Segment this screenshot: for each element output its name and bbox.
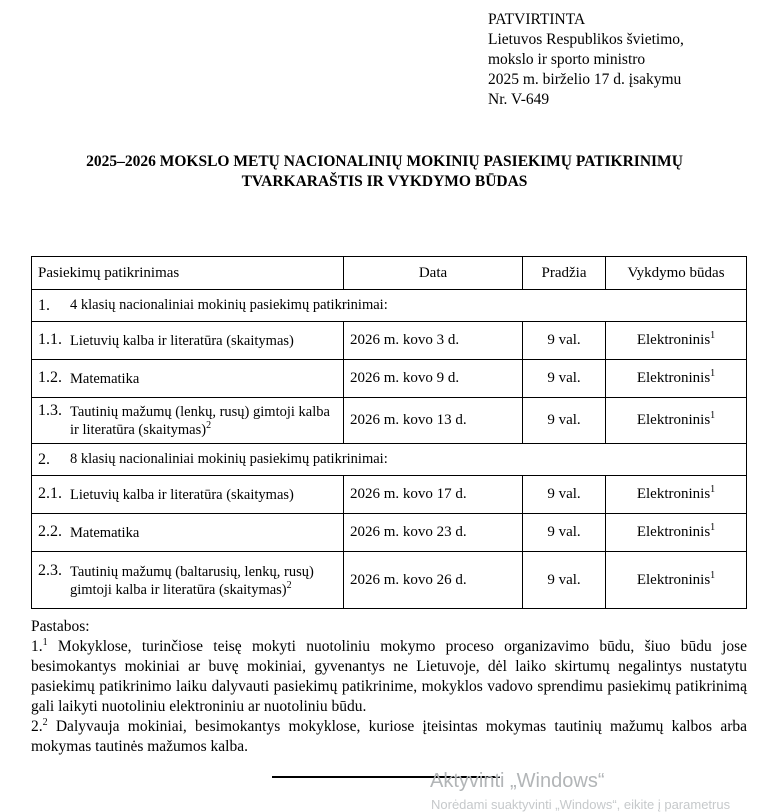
footnote-ref: 1 bbox=[710, 522, 716, 533]
schedule-table-container bbox=[31, 256, 747, 609]
table-row bbox=[32, 322, 747, 360]
row-subject: Tautinių mažumų (baltarusių, lenkų, rusų) gimtoji kalba ir literatūra (skaitymas)$^2$ bbox=[70, 563, 314, 598]
footnote-ref: 2 bbox=[206, 420, 212, 432]
footnote-ref: 2 bbox=[286, 579, 292, 591]
row-number: 2.2. bbox=[38, 523, 62, 540]
section-number: 2. bbox=[38, 450, 50, 468]
note-2: 2.$^2$ Dalyvauja mokiniai, besimokantys mokyklose, kuriose įteisintas mokymas tautinių mažumų kalbos arba mokymas tautinės mažumos kalba. bbox=[31, 716, 747, 755]
table-row bbox=[32, 514, 747, 552]
footnote-ref: 1 bbox=[710, 410, 716, 421]
approval-line: Nr. V-649 bbox=[488, 91, 550, 108]
footnote-ref: 1 bbox=[710, 484, 716, 495]
schedule-table bbox=[31, 256, 747, 609]
row-date: 2026 m. kovo 3 d. bbox=[344, 322, 523, 360]
windows-activation-watermark-title: Aktyvinti „Windows“ bbox=[430, 770, 605, 792]
footnote-ref: 1 bbox=[42, 636, 48, 648]
footnote-ref: 2 bbox=[42, 716, 48, 728]
row-method: Elektroninis$^1$ bbox=[606, 476, 747, 514]
table-row bbox=[32, 360, 747, 398]
row-number: 1.1. bbox=[38, 331, 62, 348]
row-start-time: 9 val. bbox=[523, 476, 606, 514]
windows-activation-watermark-subtitle: Norėdami suaktyvinti „Windows“, eikite į parametrus bbox=[431, 797, 731, 812]
row-number: 1.3. bbox=[38, 402, 62, 419]
section-title: 8 klasių nacionaliniai mokinių pasiekimų patikrinimai: bbox=[70, 450, 388, 467]
row-start-time: 9 val. bbox=[523, 514, 606, 552]
footnote-ref: 1 bbox=[710, 569, 716, 581]
row-method: Elektroninis$^1$ bbox=[606, 514, 747, 552]
table-row bbox=[32, 398, 747, 444]
notes-section bbox=[31, 617, 747, 757]
approval-line: PATVIRTINTA bbox=[488, 11, 586, 28]
row-date: 2026 m. kovo 26 d. bbox=[344, 552, 523, 609]
column-header-pradzia: Pradžia bbox=[523, 257, 606, 290]
row-start-time: 9 val. bbox=[523, 398, 606, 444]
row-date: 2026 m. kovo 9 d. bbox=[344, 360, 523, 398]
table-header-row bbox=[32, 257, 747, 290]
row-subject: Lietuvių kalba ir literatūra (skaitymas) bbox=[70, 333, 294, 349]
section-title: 4 klasių nacionaliniai mokinių pasiekimų patikrinimai: bbox=[70, 296, 388, 313]
column-header-data: Data bbox=[344, 257, 523, 290]
table-row bbox=[32, 552, 747, 609]
row-method: Elektroninis$^1$ bbox=[606, 322, 747, 360]
document-title-line-2: TVARKARAŠTIS IR VYKDYMO BŪDAS bbox=[241, 172, 528, 190]
approval-block bbox=[488, 10, 684, 110]
approval-line: 2025 m. birželio 17 d. įsakymu bbox=[488, 71, 682, 88]
approval-line: Lietuvos Respublikos švietimo, bbox=[488, 31, 684, 48]
table-section-row bbox=[32, 444, 747, 476]
row-subject: Matematika bbox=[70, 525, 140, 541]
row-start-time: 9 val. bbox=[523, 322, 606, 360]
footnote-ref: 1 bbox=[710, 368, 716, 379]
row-method: Elektroninis$^1$ bbox=[606, 552, 747, 609]
row-number: 2.1. bbox=[38, 485, 62, 502]
row-number: 2.3. bbox=[38, 561, 62, 579]
note-1: 1.$^1$ Mokyklose, turinčiose teisę mokyti nuotoliniu mokymo proceso organizavimo būdu, šiuo būdu jose besimokantys mokiniai ar buvę mokiniai, gyvenantys ne Lietuvoje, dėl laiko skirtumų negalintys nustatytu pasiekimų patikrinimo laiku dalyvauti pasiekimų patikrinime, mokyklos vadovo sprendimu pasiekimų patikrinimą gali laikyti nuotoliniu elektroniniu ar nuotoliniu būdu. bbox=[31, 636, 747, 715]
row-start-time: 9 val. bbox=[523, 552, 606, 609]
row-subject: Matematika bbox=[70, 371, 140, 387]
document-title-line-1: 2025–2026 MOKSLO METŲ NACIONALINIŲ MOKINIŲ PASIEKIMŲ PATIKRINIMŲ bbox=[86, 153, 683, 170]
table-section-row bbox=[32, 290, 747, 322]
document-title bbox=[0, 152, 769, 191]
row-date: 2026 m. kovo 17 d. bbox=[344, 476, 523, 514]
notes-heading: Pastabos: bbox=[31, 618, 90, 635]
column-header-vykdymo-budas: Vykdymo būdas bbox=[606, 257, 747, 290]
table-row bbox=[32, 476, 747, 514]
row-subject: Tautinių mažumų (lenkų, rusų) gimtoji kalba ir literatūra (skaitymas)$^2$ bbox=[70, 404, 330, 438]
row-method: Elektroninis$^1$ bbox=[606, 398, 747, 444]
row-start-time: 9 val. bbox=[523, 360, 606, 398]
row-date: 2026 m. kovo 23 d. bbox=[344, 514, 523, 552]
row-subject: Lietuvių kalba ir literatūra (skaitymas) bbox=[70, 487, 294, 503]
row-number: 1.2. bbox=[38, 369, 62, 386]
footnote-ref: 1 bbox=[710, 330, 716, 341]
approval-line: mokslo ir sporto ministro bbox=[488, 51, 646, 68]
section-number: 1. bbox=[38, 296, 50, 314]
row-method: Elektroninis$^1$ bbox=[606, 360, 747, 398]
column-header-patikrinimas: Pasiekimų patikrinimas bbox=[32, 257, 344, 290]
row-date: 2026 m. kovo 13 d. bbox=[344, 398, 523, 444]
